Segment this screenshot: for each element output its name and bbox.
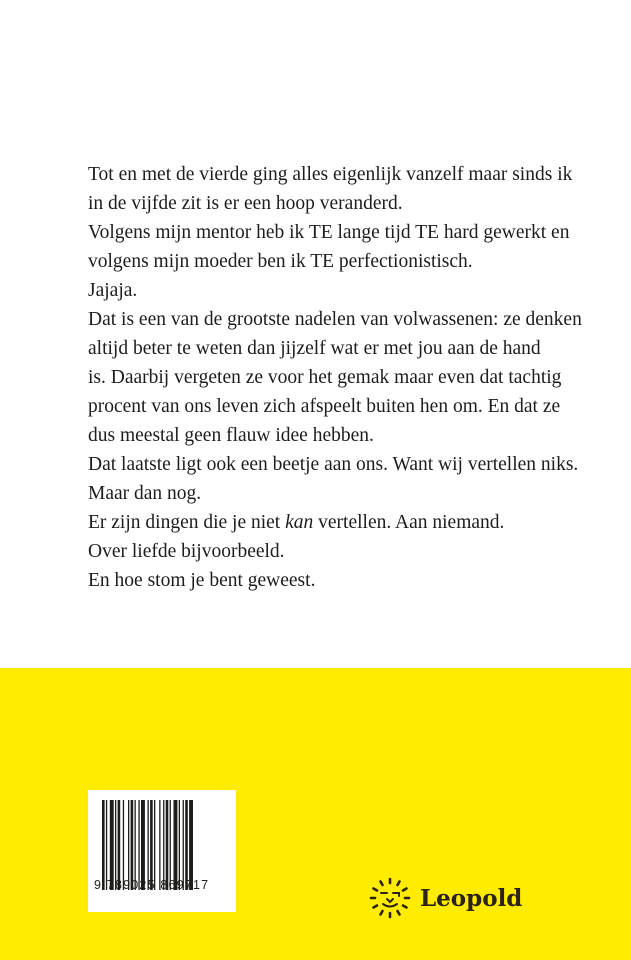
blurb-line: Dat laatste ligt ook een beetje aan ons. Want wij vertellen niks. xyxy=(88,454,579,475)
publisher-name: Leopold xyxy=(420,884,523,912)
blurb-line: Tot en met de vierde ging alles eigenlijk vanzelf maar sinds ik xyxy=(88,164,573,185)
barcode-bar xyxy=(163,800,164,890)
barcode-bar xyxy=(128,800,129,890)
barcode-bar xyxy=(189,800,193,890)
blurb-line: Maar dan nog. xyxy=(88,483,202,504)
barcode-bar xyxy=(179,800,180,890)
lion-face-icon xyxy=(368,876,412,920)
barcode-bar xyxy=(106,800,107,890)
barcode-bar xyxy=(138,800,139,890)
isbn-number: 9 789025 869717 xyxy=(94,878,210,892)
barcode-bar xyxy=(174,800,178,890)
blurb-line xyxy=(88,508,618,537)
barcode-bar xyxy=(148,800,149,890)
blurb-line: Volgens mijn mentor heb ik TE lange tijd TE hard gewerkt en xyxy=(88,222,570,243)
back-cover-blurb xyxy=(88,160,618,595)
blurb-line: altijd beter te weten dan jijzelf wat er met jou aan de hand xyxy=(88,338,541,359)
blurb-line: procent van ons leven zich afspeelt buiten hen om. En dat ze xyxy=(88,396,561,417)
blurb-line: En hoe stom je bent geweest. xyxy=(88,570,316,591)
blurb-line: is. Daarbij vergeten ze voor het gemak maar even dat tachtig xyxy=(88,367,562,388)
barcode-bar xyxy=(141,800,145,890)
barcode-bar xyxy=(166,800,169,890)
barcode-bar xyxy=(102,800,105,890)
barcode-bar xyxy=(123,800,124,890)
barcode-bar xyxy=(159,800,160,890)
blurb-text: Er zijn dingen die je niet xyxy=(88,512,286,533)
barcode xyxy=(88,790,236,912)
blurb-line: in de vijfde zit is er een hoop veranderd. xyxy=(88,193,403,214)
barcode-bar xyxy=(131,800,134,890)
barcode-bar xyxy=(135,800,136,890)
barcode-bar xyxy=(183,800,184,890)
barcode-bar xyxy=(118,800,121,890)
publisher-logo xyxy=(368,876,522,920)
blurb-line: Jajaja. xyxy=(88,280,138,301)
blurb-emphasis: kan xyxy=(285,512,314,533)
barcode-bar xyxy=(110,800,114,890)
blurb-line: Over liefde bijvoorbeeld. xyxy=(88,541,285,562)
blurb-line: volgens mijn moeder ben ik TE perfectionistisch. xyxy=(88,251,473,272)
blurb-line: Dat is een van de grootste nadelen van volwassenen: ze denken xyxy=(88,309,582,330)
barcode-bar xyxy=(170,800,171,890)
blurb-line: dus meestal geen flauw idee hebben. xyxy=(88,425,374,446)
barcode-bar xyxy=(150,800,153,890)
barcode-bar xyxy=(154,800,155,890)
barcode-bar xyxy=(185,800,188,890)
barcode-bar xyxy=(115,800,116,890)
blurb-text: vertellen. Aan niemand. xyxy=(313,512,505,533)
barcode-bars xyxy=(102,800,222,890)
